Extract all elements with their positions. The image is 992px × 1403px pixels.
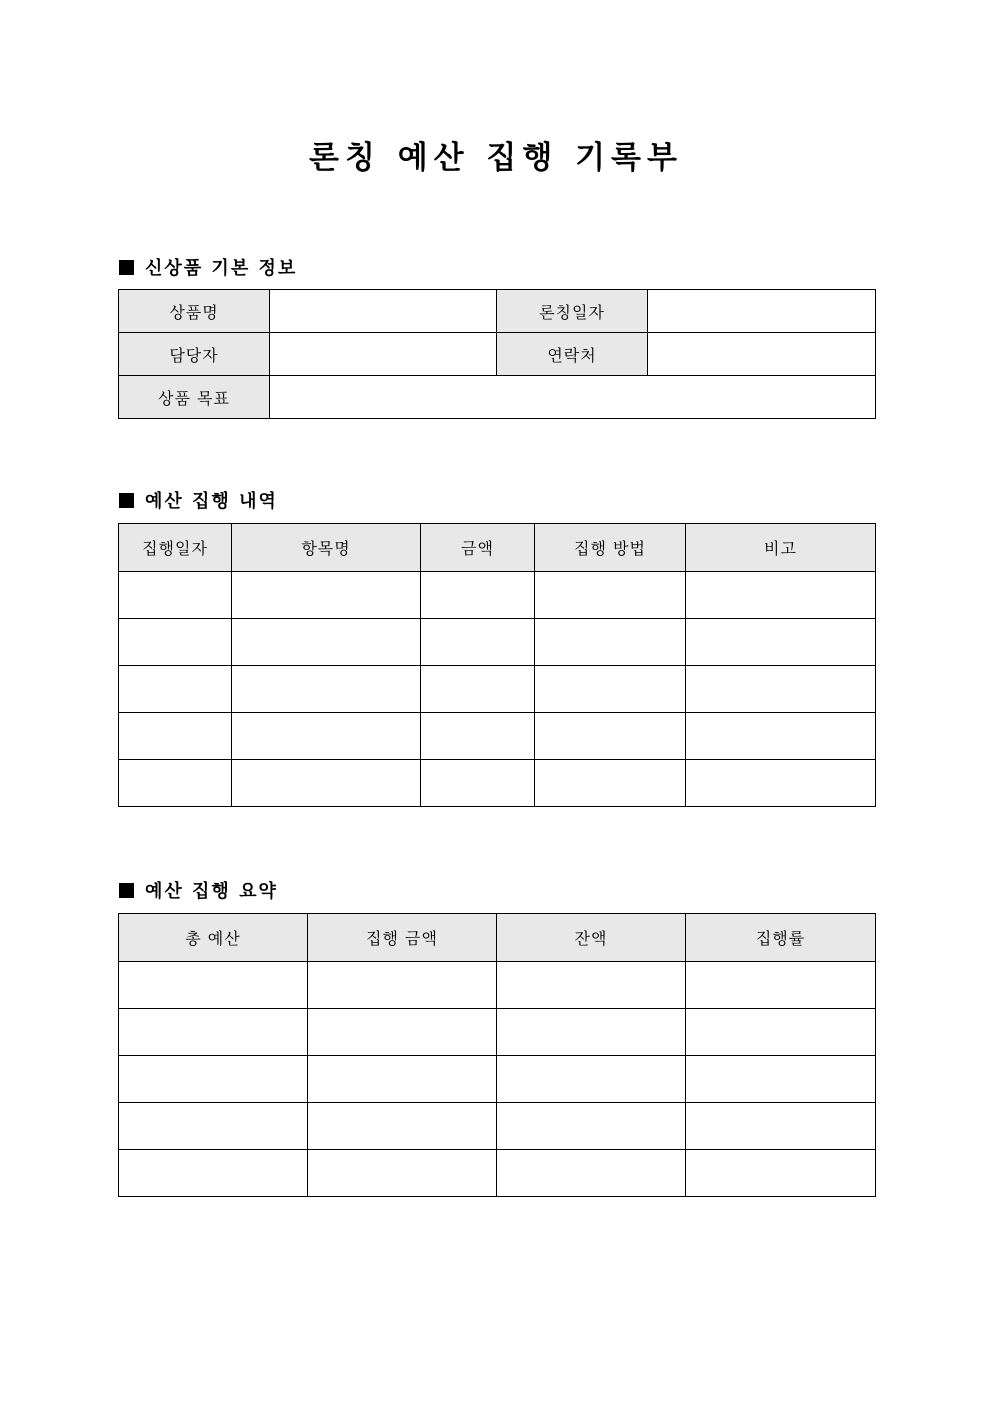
section-heading-label: 예산 집행 내역 xyxy=(145,491,278,512)
table-cell[interactable] xyxy=(308,1103,497,1150)
table-cell[interactable] xyxy=(119,572,232,619)
table-cell[interactable] xyxy=(421,666,535,713)
table-cell[interactable] xyxy=(119,1009,308,1056)
table-cell[interactable] xyxy=(686,666,876,713)
launch-date-label: 론칭일자 xyxy=(497,290,648,333)
column-header: 금액 xyxy=(421,524,535,572)
table-cell[interactable] xyxy=(421,713,535,760)
column-header: 집행 금액 xyxy=(308,914,497,962)
table-cell[interactable] xyxy=(232,760,421,807)
section-heading-label: 예산 집행 요약 xyxy=(145,881,278,902)
table-row xyxy=(119,1009,876,1056)
table-row xyxy=(119,290,876,333)
table-cell[interactable] xyxy=(119,1103,308,1150)
table-row xyxy=(119,333,876,376)
table-row xyxy=(119,666,876,713)
table-cell[interactable] xyxy=(686,619,876,666)
table-row xyxy=(119,760,876,807)
launch-date-field[interactable] xyxy=(648,290,876,333)
table-cell[interactable] xyxy=(119,760,232,807)
table-header-row xyxy=(119,524,876,572)
table-cell[interactable] xyxy=(232,572,421,619)
table-cell[interactable] xyxy=(535,666,686,713)
table-cell[interactable] xyxy=(497,1150,686,1197)
table-cell[interactable] xyxy=(119,713,232,760)
section-heading-info xyxy=(119,254,297,280)
table-cell[interactable] xyxy=(119,619,232,666)
summary-table xyxy=(118,913,876,1197)
section-heading-execution xyxy=(119,487,278,513)
table-cell[interactable] xyxy=(308,1150,497,1197)
table-cell[interactable] xyxy=(421,572,535,619)
execution-table xyxy=(118,523,876,807)
product-info-table xyxy=(118,289,876,419)
column-header: 집행 방법 xyxy=(535,524,686,572)
table-row xyxy=(119,376,876,419)
table-cell[interactable] xyxy=(119,666,232,713)
table-cell[interactable] xyxy=(421,619,535,666)
table-cell[interactable] xyxy=(686,1009,876,1056)
manager-label: 담당자 xyxy=(119,333,270,376)
product-name-label: 상품명 xyxy=(119,290,270,333)
table-cell[interactable] xyxy=(686,1103,876,1150)
table-cell[interactable] xyxy=(535,760,686,807)
table-cell[interactable] xyxy=(119,1150,308,1197)
column-header: 항목명 xyxy=(232,524,421,572)
table-cell[interactable] xyxy=(308,962,497,1009)
table-row xyxy=(119,713,876,760)
table-cell[interactable] xyxy=(535,713,686,760)
table-cell[interactable] xyxy=(686,1150,876,1197)
manager-field[interactable] xyxy=(270,333,497,376)
table-cell[interactable] xyxy=(686,962,876,1009)
table-cell[interactable] xyxy=(535,619,686,666)
table-row xyxy=(119,1103,876,1150)
table-cell[interactable] xyxy=(497,962,686,1009)
table-row xyxy=(119,572,876,619)
table-row xyxy=(119,1056,876,1103)
table-row xyxy=(119,1150,876,1197)
table-cell[interactable] xyxy=(119,1056,308,1103)
column-header: 집행일자 xyxy=(119,524,232,572)
table-cell[interactable] xyxy=(535,572,686,619)
section-heading-label: 신상품 기본 정보 xyxy=(145,258,298,279)
column-header: 비고 xyxy=(686,524,876,572)
product-name-field[interactable] xyxy=(270,290,497,333)
table-header-row xyxy=(119,914,876,962)
table-cell[interactable] xyxy=(232,619,421,666)
table-cell[interactable] xyxy=(232,666,421,713)
table-row xyxy=(119,962,876,1009)
column-header: 총 예산 xyxy=(119,914,308,962)
square-bullet-icon xyxy=(119,260,134,275)
table-cell[interactable] xyxy=(308,1009,497,1056)
page-title: 론칭 예산 집행 기록부 xyxy=(309,140,683,176)
table-cell[interactable] xyxy=(686,1056,876,1103)
contact-label: 연락처 xyxy=(497,333,648,376)
column-header: 잔액 xyxy=(497,914,686,962)
table-cell[interactable] xyxy=(686,713,876,760)
table-cell[interactable] xyxy=(232,713,421,760)
table-cell[interactable] xyxy=(497,1056,686,1103)
column-header: 집행률 xyxy=(686,914,876,962)
product-goal-label: 상품 목표 xyxy=(119,376,270,419)
square-bullet-icon xyxy=(119,493,134,508)
product-goal-field[interactable] xyxy=(270,376,876,419)
table-cell[interactable] xyxy=(421,760,535,807)
table-row xyxy=(119,619,876,666)
section-heading-summary xyxy=(119,877,278,903)
square-bullet-icon xyxy=(119,883,134,898)
table-cell[interactable] xyxy=(497,1103,686,1150)
table-cell[interactable] xyxy=(497,1009,686,1056)
table-cell[interactable] xyxy=(119,962,308,1009)
contact-field[interactable] xyxy=(648,333,876,376)
table-cell[interactable] xyxy=(308,1056,497,1103)
table-cell[interactable] xyxy=(686,572,876,619)
table-cell[interactable] xyxy=(686,760,876,807)
